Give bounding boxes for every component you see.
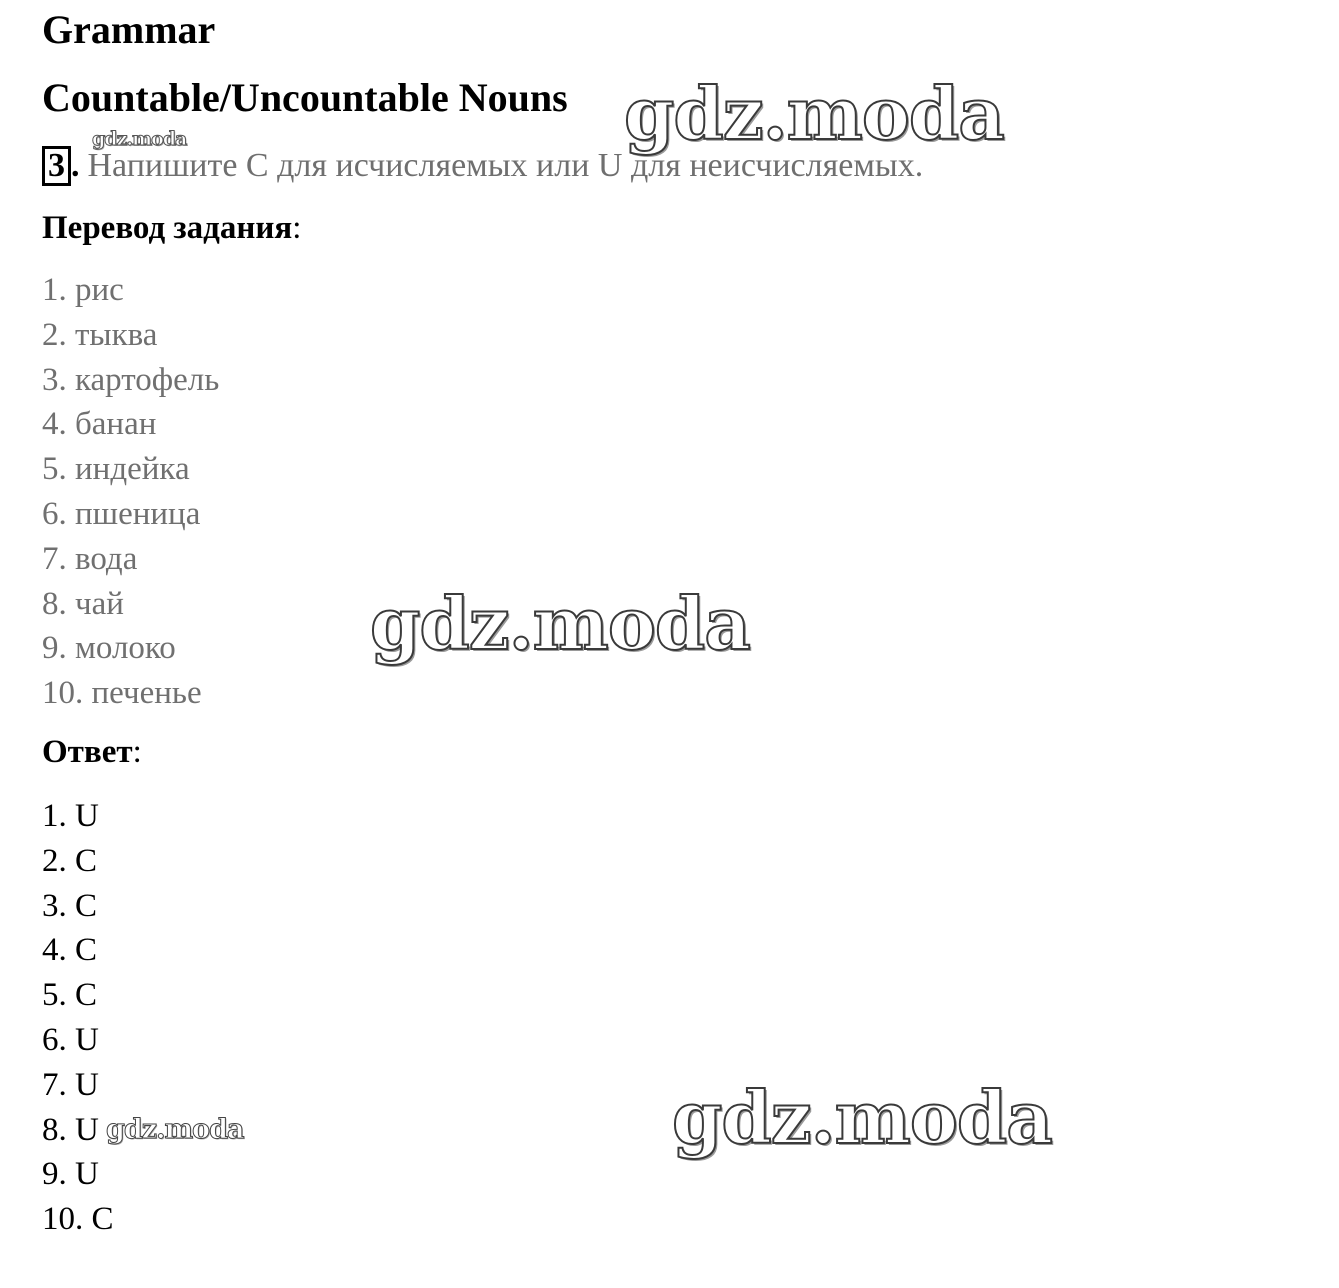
- watermark-logo: gdz.moda: [370, 581, 750, 666]
- answer-item: 1. U: [42, 798, 99, 834]
- answer-item: 7. U: [42, 1066, 99, 1103]
- task-number-dot: .: [71, 147, 80, 184]
- answer-label: [42, 736, 142, 769]
- watermark-logo-small: gdz.moda: [106, 1114, 244, 1145]
- watermark-logo: gdz.moda: [672, 1075, 1052, 1160]
- answer-list: [42, 798, 114, 1246]
- answer-label-colon: :: [132, 734, 142, 770]
- translation-item: 10. печенье: [42, 675, 202, 712]
- translation-label: [42, 212, 301, 245]
- answer-item: 6. U: [42, 1021, 99, 1058]
- translation-item: 1. рис: [42, 272, 124, 308]
- translation-label-colon: :: [292, 210, 302, 246]
- translation-item: 3. картофель: [42, 361, 220, 398]
- subsection-title: Countable/Uncountable Nouns: [42, 75, 568, 120]
- translation-item: 5. индейка: [42, 451, 190, 488]
- translation-item: 7. вода: [42, 540, 138, 577]
- answer-label-text: Ответ: [42, 734, 133, 770]
- translation-item: 4. банан: [42, 406, 157, 443]
- answer-item: 4. C: [42, 932, 98, 969]
- answer-item: 3. C: [42, 887, 98, 924]
- translation-item: 6. пшеница: [42, 495, 201, 532]
- task-text: Напишите C для исчисляемых или U для неисчисляемых.: [87, 147, 924, 184]
- answer-item: 9. U: [42, 1156, 99, 1193]
- translation-item: 8. чай: [42, 585, 124, 622]
- section-title: Grammar: [42, 7, 216, 52]
- answer-item: 5. C: [42, 977, 98, 1014]
- answer-item: 8. U: [42, 1111, 99, 1148]
- translation-item: 2. тыква: [42, 316, 158, 353]
- answer-item: 10. C: [42, 1201, 114, 1238]
- translation-list: [42, 272, 219, 720]
- translation-label-text: Перевод задания: [42, 210, 293, 246]
- task-number-box: 3: [42, 146, 71, 186]
- watermark-logo-small: gdz.moda: [92, 128, 187, 150]
- watermark-logo: gdz.moda: [624, 71, 1004, 156]
- answer-item: 2. C: [42, 842, 98, 879]
- translation-item: 9. молоко: [42, 630, 176, 667]
